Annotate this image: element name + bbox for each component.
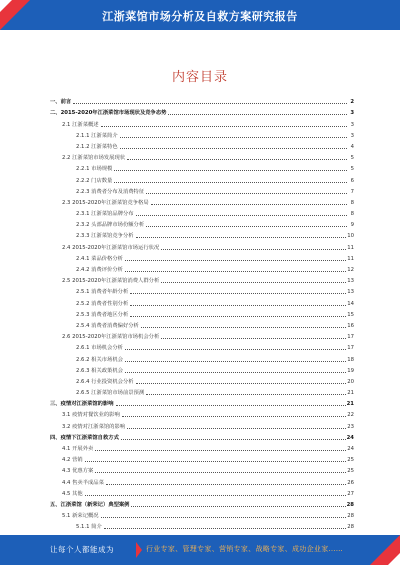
toc-entry-text: 二、2015-2020年江浙菜馆市场现状及竞争态势: [50, 110, 167, 117]
toc-page-number: 11: [347, 255, 354, 262]
toc-page-number: 17: [347, 345, 354, 352]
toc-entry[interactable]: [40, 418, 354, 429]
toc-heading: 内容目录: [171, 70, 228, 85]
toc-entry[interactable]: [40, 295, 354, 306]
toc-entry-text: 5.1 新荣记概况: [62, 513, 99, 520]
toc-entry-text: 4.4 售卖半成品菜: [62, 479, 104, 486]
toc-leader-dots: [95, 472, 346, 473]
toc-leader-dots: [125, 349, 346, 350]
toc-entry-text: 2.2.2 门店数量: [76, 177, 113, 184]
page-footer: [0, 535, 400, 565]
toc-entry-text: 2.5.2 消费者性别分析: [76, 300, 129, 307]
toc-page-number: 13: [347, 278, 354, 285]
footer-tags: 行业专家、管理专家、营销专家、战略专家、成功企业家……: [146, 545, 344, 553]
toc-entry-text: 2.5.3 消费者地区分析: [76, 311, 129, 318]
toc-leader-dots: [125, 372, 346, 373]
toc-entry[interactable]: [40, 284, 354, 295]
toc-entry[interactable]: [40, 262, 354, 273]
toc-leader-dots: [122, 416, 346, 417]
toc-entry-text: 2.3.1 江浙菜馆品牌分布: [76, 211, 134, 218]
footer-arrow-icon: [136, 542, 142, 558]
toc-entry[interactable]: [40, 519, 354, 530]
toc-entry[interactable]: [40, 139, 354, 150]
toc-entry[interactable]: [40, 217, 354, 228]
toc-entry-text: 2.1.1 江浙菜简介: [76, 132, 118, 139]
toc-entry[interactable]: [40, 441, 354, 452]
toc-entry[interactable]: [40, 116, 354, 127]
toc-page-number: 24: [347, 446, 354, 452]
toc-leader-dots: [161, 338, 346, 339]
toc-entry[interactable]: [40, 161, 354, 172]
toc-page-number: 5: [350, 166, 354, 173]
toc-leader-dots: [130, 316, 346, 317]
toc-page-number: 28: [347, 513, 354, 520]
toc-leader-dots: [127, 159, 347, 160]
toc-entry[interactable]: [40, 94, 354, 105]
toc-page-number: 21: [346, 401, 354, 408]
toc-entry-text: 2.5.1 消费者年龄分析: [76, 289, 129, 296]
toc-entry[interactable]: [40, 497, 354, 508]
toc-leader-dots: [146, 226, 347, 227]
toc-entry-text: 三、疫情对江浙菜馆的影响: [50, 401, 114, 408]
toc-leader-dots: [101, 517, 347, 518]
toc-entry-text: 4.2 营销: [62, 457, 83, 464]
toc-page-number: 16: [347, 322, 354, 329]
toc-leader-dots: [168, 114, 347, 115]
table-of-contents: [40, 94, 354, 530]
toc-leader-dots: [125, 361, 346, 362]
toc-entry-text: 3.1 疫情对餐饮业的影响: [62, 412, 120, 419]
toc-entry[interactable]: [40, 318, 354, 329]
toc-entry[interactable]: [40, 273, 354, 284]
toc-page-number: 3: [350, 132, 354, 139]
toc-page-number: 3: [350, 110, 354, 117]
toc-leader-dots: [101, 126, 347, 127]
toc-entry-text: 2.3.3 江浙菜馆竞争分析: [76, 233, 134, 240]
toc-entry[interactable]: [40, 407, 354, 418]
toc-entry[interactable]: [40, 251, 354, 262]
toc-entry-text: 4.5 其他: [62, 490, 83, 497]
toc-leader-dots: [114, 170, 347, 171]
toc-entry[interactable]: [40, 206, 354, 217]
toc-entry[interactable]: [40, 128, 354, 139]
toc-page-number: 22: [347, 412, 354, 419]
toc-page-number: 7: [350, 188, 354, 195]
toc-entry[interactable]: [40, 385, 354, 396]
toc-entry-text: 2.3.2 头部品牌市场份额分析: [76, 222, 145, 229]
toc-page-number: 17: [347, 334, 354, 341]
toc-leader-dots: [85, 495, 347, 496]
toc-entry[interactable]: [40, 307, 354, 318]
toc-entry-text: 2.5 2015-2020年江浙菜馆消费人群分析: [62, 278, 160, 285]
toc-entry[interactable]: [40, 150, 354, 161]
toc-leader-dots: [121, 439, 346, 440]
toc-entry[interactable]: [40, 184, 354, 195]
toc-entry-text: 2.6.1 市场机会分析: [76, 345, 123, 352]
toc-entry[interactable]: [40, 430, 354, 441]
toc-leader-dots: [136, 237, 347, 238]
toc-entry[interactable]: [40, 486, 354, 497]
toc-entry[interactable]: [40, 228, 354, 239]
toc-page-number: 28: [347, 524, 354, 531]
toc-page-number: 8: [350, 211, 354, 218]
toc-page-number: 20: [347, 378, 354, 385]
page-header: [0, 0, 400, 30]
toc-page-number: 23: [347, 423, 354, 430]
toc-page-number: 28: [346, 501, 354, 508]
toc-leader-dots: [116, 405, 346, 406]
toc-leader-dots: [106, 484, 346, 485]
toc-entry-text: 2.4 2015-2020年江浙菜馆市场运行状况: [62, 244, 160, 251]
toc-leader-dots: [130, 305, 346, 306]
toc-entry[interactable]: [40, 452, 354, 463]
toc-page-number: 21: [347, 390, 354, 397]
toc-entry-text: 2.3 2015-2020年江浙菜馆竞争格局: [62, 199, 149, 206]
toc-entry-text: 2.1.2 江浙菜特色: [76, 143, 118, 150]
toc-leader-dots: [125, 271, 346, 272]
toc-entry[interactable]: [40, 508, 354, 519]
toc-leader-dots: [73, 103, 347, 104]
toc-entry-text: 2.5.4 消费者消费偏好分析: [76, 322, 139, 329]
toc-page-number: 3: [350, 121, 354, 128]
toc-page-number: 4: [350, 143, 354, 150]
toc-leader-dots: [136, 215, 347, 216]
toc-entry-text: 2.2.1 市场规模: [76, 166, 113, 173]
toc-entry-text: 2.4.1 菜品价格分析: [76, 255, 123, 262]
toc-page-number: 24: [346, 434, 354, 441]
toc-entry[interactable]: [40, 396, 354, 407]
toc-leader-dots: [95, 450, 346, 451]
toc-page-number: 14: [347, 300, 354, 307]
toc-entry[interactable]: [40, 463, 354, 474]
toc-entry[interactable]: [40, 172, 354, 183]
toc-leader-dots: [130, 293, 346, 294]
toc-entry[interactable]: [40, 340, 354, 351]
toc-entry[interactable]: [40, 195, 354, 206]
toc-page-number: 9: [350, 222, 354, 229]
toc-entry[interactable]: [40, 239, 354, 250]
toc-entry-text: 2.6.2 相关市场机会: [76, 356, 123, 363]
toc-page-number: 12: [347, 267, 354, 273]
toc-page-number: 6: [350, 177, 354, 184]
toc-leader-dots: [114, 182, 347, 183]
toc-entry[interactable]: [40, 363, 354, 374]
toc-page-number: 11: [347, 244, 354, 251]
toc-entry[interactable]: [40, 329, 354, 340]
toc-leader-dots: [141, 327, 346, 328]
toc-entry-text: 2.6.4 行业投资机会分析: [76, 378, 134, 385]
toc-entry-text: 2.6 2015-2020年江浙菜馆市场机会分析: [62, 334, 160, 341]
toc-page-number: 25: [347, 468, 354, 475]
toc-entry-text: 四、疫情下江浙菜馆自救方式: [50, 434, 119, 441]
toc-leader-dots: [85, 461, 347, 462]
toc-entry[interactable]: [40, 474, 354, 485]
toc-page-number: 19: [347, 367, 354, 374]
toc-entry-text: 3.2 疫情对江浙菜馆的影响: [62, 423, 126, 430]
toc-leader-dots: [161, 249, 346, 250]
footer-slogan: 让每个人都能成为: [50, 545, 114, 554]
toc-page-number: 27: [347, 490, 354, 497]
toc-entry-text: 2.6.5 江浙菜馆市场前景预测: [76, 390, 145, 397]
toc-entry-text: 2.2.3 消费者分布及消费特征: [76, 188, 145, 195]
toc-page-number: 13: [347, 289, 354, 296]
toc-entry-text: 4.1 开展外卖: [62, 446, 94, 452]
toc-page-number: 5: [350, 155, 354, 162]
toc-entry-text: 2.4.2 消费评价分析: [76, 267, 123, 273]
toc-leader-dots: [151, 204, 347, 205]
toc-page-number: 25: [347, 457, 354, 464]
toc-entry-text: 五、江浙菜馆（新荣记）典型案例: [50, 501, 130, 508]
toc-entry[interactable]: [40, 105, 354, 116]
toc-entry-text: 2.1 江浙菜概述: [62, 121, 99, 128]
toc-leader-dots: [131, 506, 345, 507]
toc-entry-text: 一、前言: [50, 99, 72, 106]
toc-entry-text: 2.6.3 相关政策机会: [76, 367, 123, 374]
toc-page-number: 2: [350, 99, 354, 106]
toc-entry-text: 5.1.1 简介: [76, 524, 102, 531]
toc-page-number: 10: [347, 233, 354, 240]
toc-leader-dots: [161, 282, 346, 283]
toc-leader-dots: [125, 260, 346, 261]
report-title: 江浙菜馆市场分析及自救方案研究报告: [102, 10, 298, 23]
toc-entry-text: 2.2 江浙菜馆市场发展现状: [62, 155, 126, 162]
toc-leader-dots: [120, 148, 347, 149]
footer-white-triangle: [388, 553, 400, 565]
toc-page-number: 15: [347, 311, 354, 318]
toc-leader-dots: [146, 193, 347, 194]
toc-page-number: 18: [347, 356, 354, 363]
toc-leader-dots: [127, 428, 346, 429]
toc-entry-text: 4.3 优惠方案: [62, 468, 94, 475]
toc-leader-dots: [136, 383, 347, 384]
toc-leader-dots: [104, 528, 346, 529]
toc-entry[interactable]: [40, 351, 354, 362]
toc-page-number: 8: [350, 199, 354, 206]
toc-entry[interactable]: [40, 374, 354, 385]
toc-page-number: 26: [347, 479, 354, 486]
toc-leader-dots: [146, 394, 346, 395]
toc-leader-dots: [120, 137, 347, 138]
